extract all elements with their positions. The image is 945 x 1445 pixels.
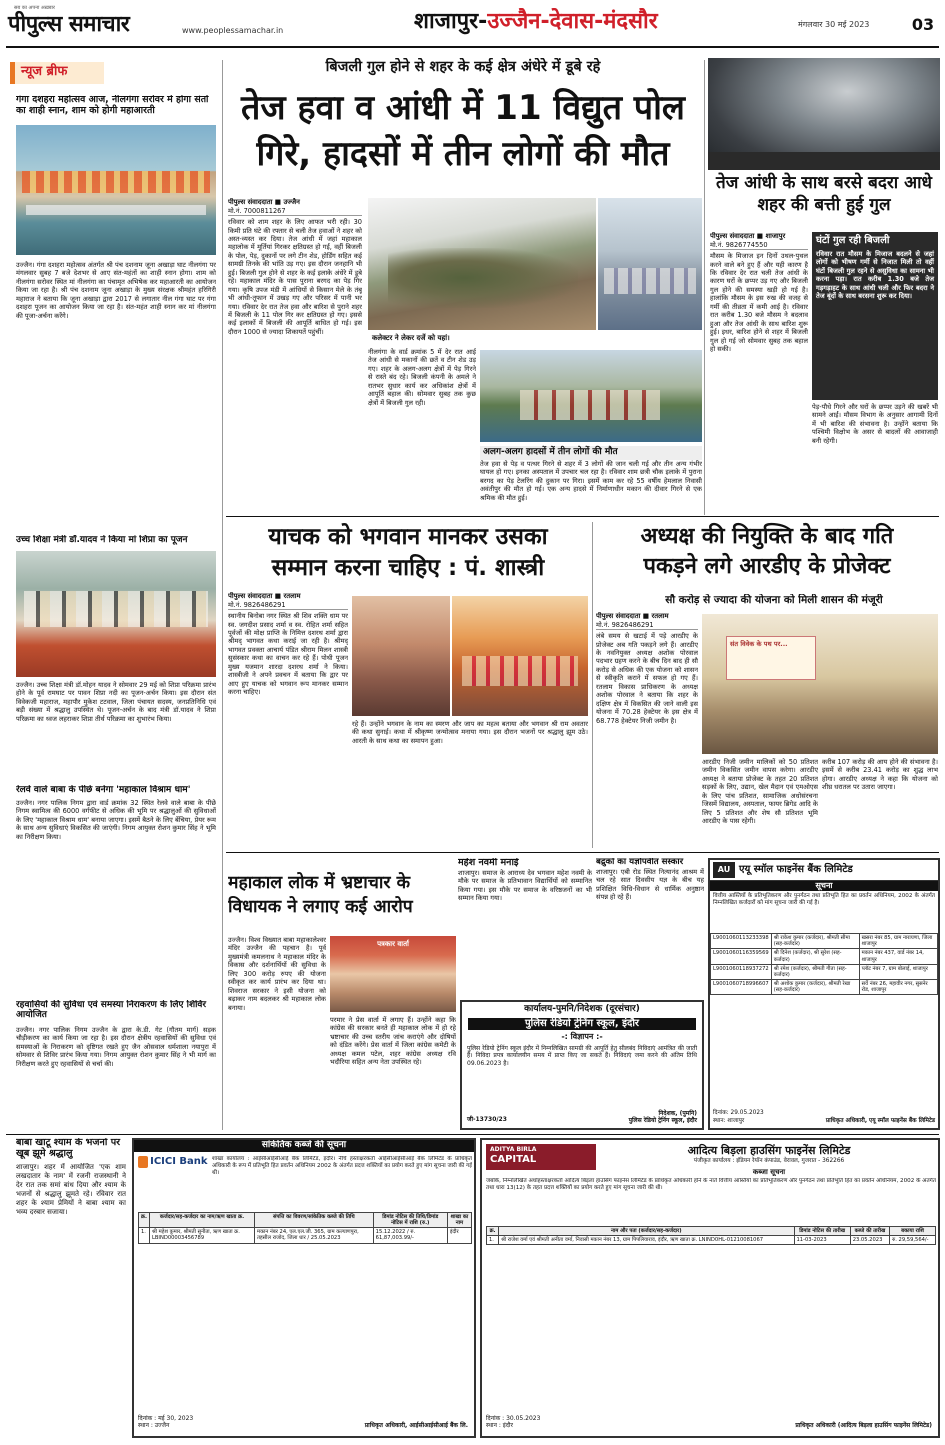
au-table-row (711, 949, 938, 964)
right-byline: पीपुल्स संवाददाता ■ शाजापुर (710, 232, 786, 240)
right-story-body-col (710, 232, 808, 514)
column-rule-2 (704, 60, 705, 515)
au-cell-prop: सर्वे नंबर 26, महावीर नगर, सुसनेर रोड, शाजापुर (859, 979, 937, 994)
badrinath-story (596, 858, 704, 996)
icici-ad (132, 1138, 476, 1438)
ab-header-cell-0: क्र. (487, 1227, 499, 1236)
lead-headline-line-2: गिरे, हादसों में तीन लोगों की मौत (256, 133, 670, 174)
shastri-byline: पीपुल्स संवाददाता ■ रतलाम (228, 592, 301, 600)
shastri-photo-1 (352, 596, 450, 716)
brief-3-headline: रेलवे वाले बाबा के पीछे बनेगा 'महाकाल विश्राम धाम' (16, 785, 191, 795)
rda-headline-line-2: पकड़ने लगे आरडीए के प्रोजेक्ट (643, 553, 891, 579)
au-title: सूचना (710, 881, 938, 891)
power-cut-sidebar-box (812, 232, 938, 400)
mahesh-headline: महेश नवमी मनाई (458, 858, 519, 868)
police-dept: कार्यालय-पुमनि/निदेशक (दूरसंचार) (524, 1004, 640, 1014)
ab-title: कब्जा सूचना (752, 1168, 786, 1176)
sidebar-body: रविवार रात मौसम के मिजाज बदलने से जहां लोगों को भीषण गर्मी से निजात मिली तो वहीं घंटों बिजली गुल रहने से असुविधा का सामना भी करना पड़ा। रात करीब 1.30 बजे तेज गड़गड़ाहट के साथ आंधी चली और फिर बदरा ने तेज बूंदों के साथ बरसना शुरू कर दिया। (816, 249, 934, 300)
rda-body: लंबे समय से खटाई में पड़े आरडीए के प्रोजेक्ट अब गति पकड़ने लगे हैं। आरडीए के नवनियुक्त अध्यक्ष अशोक पोरवाल पदभार ग्रहण करने के बीच दिन बाद ही सौ करोड़ से अधिक की एक योजना को शासन से स्वीकृति कराने में सफल हो गए हैं। रतलाम विकास प्राधिकरण के अध्यक्ष अशोक पोरवाल ने बताया कि शहर के दक्षिण क्षेत्र में विकसित की जाने वाली इस योजना में 70.28 हेक्टेयर के इस क्षेत्र में 68.778 हेक्टेयर निजी जमीन है। (596, 632, 698, 725)
ab-table-row (487, 1236, 936, 1245)
icici-table-row (139, 1228, 472, 1243)
rda-headline (596, 522, 938, 588)
press-banner-label: पत्रकार वार्ता (377, 940, 409, 948)
shastri-body-2: रहे हैं। उन्होंने भगवान के नाम का स्मरण और जाप का महत्व बताया और भगवान श्री राम अवतार की कथा सुनाई। कथा में श्रीकृष्ण जन्मोत्सव मनाया गया। इस दौरान भजनों पर श्रद्धालु झूम उठे। आरती के साथ कथा का समापन हुआ। (352, 720, 588, 745)
rda-column-2 (702, 758, 818, 850)
deaths-header: अलग-अलग हादसों में तीन लोगों की मौत (480, 446, 702, 460)
lead-story-column-1 (228, 198, 362, 510)
au-logo-icon: AU (713, 862, 735, 878)
au-table-row (711, 979, 938, 994)
lead-story-column-2 (368, 348, 476, 510)
au-cell-party: श्री रमेश (कर्जदार), श्रीमती गीता (सह-कर्जदार) (771, 964, 859, 979)
police-sign-2: पुलिस रेडियो ट्रेनिंग स्कूल, इंदौर (628, 1117, 697, 1125)
icici-header-cell-1: कर्जदार/सह-कर्जदार का नाम/ऋण खाता क्र. (149, 1213, 254, 1228)
lead-byline: पीपुल्स संवाददाता ■ उज्जैन (228, 198, 300, 206)
au-table-body (711, 934, 938, 995)
rda-body-2: आरडीए निजी जमीन मालिकों को 50 प्रतिशत जमीन विकसित जमीन वापस करेगा। आरडीए अध्यक्ष ने बताया प्रोजेक्ट के तहत 20 प्रतिशत सड़कों के लिए, उद्यान, खेल मैदान एवं एमओएस के लिए पांच प्रतिशत, सामाजिक अधोसंरचना जिसमें विद्यालय, अस्पताल, फायर ब्रिगेड आदि के लिए 5 प्रतिशत और शेष सौ प्रतिशत भूमि आरडीए के पास रहेगी। (702, 758, 818, 826)
shastri-headline-line-2: सम्मान करना चाहिए : पं. शास्त्री (271, 555, 545, 582)
au-footer (713, 1110, 764, 1125)
rda-column-3 (822, 758, 938, 850)
rda-headline-line-1: अध्यक्ष की नियुक्ति के बाद गति (640, 524, 894, 549)
lead-photo-caption: कलेक्टर ने लेकर दर्जे को यहां। (372, 334, 450, 342)
rda-body-3: करीब 107 करोड़ की आय होने की संभावना है। इसमें से करीब 23.41 करोड़ का शुद्ध लाभ होगा। आरडीए अध्यक्ष ने कहा कि योजना को शीघ्र धरातल पर उतारा जाएगा। (822, 758, 938, 792)
icici-header-cell-4: शाखा का नाम (447, 1213, 471, 1228)
brief-3-body: उज्जैन। नगर पालिक निगम द्वारा वार्ड क्रमांक 32 स्थित रेलवे वाले बाबा के पीछे निगम स्वामित्व की 6000 वर्गफीट से अधिक की भूमि पर श्रद्धालुओं की सुविधाओं के लिए 'महाकाल विश्राम धाम' बनाया जाएगा। इसमें बैठने के लिए बेंचिया, प्रेयर रूम के साथ अन्य सुविधाएं विकसित की जाएंगी। निगम आयुक्त रोशन कुमार सिंह ने भूमि का निरीक्षण किया। (16, 799, 216, 841)
edition-prefix: शाजापुर- (414, 9, 488, 34)
icici-footer (138, 1415, 193, 1430)
rda-byline: पीपुल्स संवाददाता ■ रतलाम (596, 612, 669, 620)
icici-logo-icon (138, 1156, 148, 1168)
page-number: 03 (911, 15, 935, 34)
ab-sign: प्राधिकृत अधिकारी (आदित्य बिड़ला हाउसिंग फाइनेंस लिमिटेड) (795, 1422, 932, 1430)
ab-intro: जबकि, निम्नलिखित अधोहस्ताक्षरकर्ता आदित्य बिड़ला हाउसिंग फाइनेंस लिमिटेड के प्राधिकृत अधिकारी होने के नाते वित्तीय आस्तियों का प्रतिभूतिकरण और पुनर्गठन तथा प्रतिभूति हित का प्रवर्तन अधिनियम, 2002 के अंतर्गत तथा धारा 13(12) के तहत प्रदत्त शक्तियों का प्रयोग करते हुए मांग सूचना जारी की थी। (486, 1178, 936, 1192)
icici-header-cell-0: क्र. (139, 1213, 150, 1228)
mahakal-body-2: परमार ने प्रेस वार्ता में लगाए हैं। उन्होंने कहा कि कांग्रेस की सरकार बनते ही महाकाल लोक में हो रहे भ्रष्टाचार की उच्च स्तरीय जांच कराएंगे और दोषियों को दंडित करेंगे। प्रेस वार्ता में जिला कांग्रेस कमेटी के अध्यक्ष कमल पटेल, शहर कांग्रेस अध्यक्ष रवि भदौरिया सहित अन्य नेता उपस्थित रहे। (330, 1016, 456, 1067)
right-mobile: मो.नं. 9826774550 (710, 241, 808, 250)
ab-cell-3: 23.05.2023 (850, 1236, 889, 1245)
au-cell-acc: L9001060113233398 (711, 934, 772, 949)
icici-intro: शाखा कार्यालय : आईसीआईसीआई बैंक लिमिटेड, इंदौर। नीचे हस्ताक्षरकर्ता आईसीआईसीआई बैंक लिमिटेड के प्राधिकृत अधिकारी के रूप में प्रतिभूति हित प्रवर्तन अधिनियम 2002 के अंतर्गत प्रदत्त शक्तियों का प्रयोग करते हुए मांग सूचना जारी की गई थी। (212, 1156, 472, 1177)
ab-logo (486, 1144, 596, 1170)
brief-2-headline: उच्च शिक्षा मंत्री डॉ.यादव ने किया मां शिप्रा का पूजन (16, 535, 188, 545)
au-cell-prop: प्लॉट नंबर 7, ग्राम बोलाई, शाजापुर (859, 964, 937, 979)
ab-logo-top: ADITYA BIRLA (490, 1146, 537, 1153)
power-cut-sidebar (812, 232, 938, 514)
right-story-headline: तेज आंधी के साथ बरसे बदरा आधे शहर की बत्ती हुई गुल (716, 173, 932, 216)
ab-cell-0: 1. (487, 1236, 499, 1245)
icici-header-cell-3: डिमांड नोटिस की तिथि/डिमांड नोटिस में राशि (रु.) (373, 1213, 447, 1228)
section-rule-bottom (6, 1134, 939, 1135)
lead-headline (228, 86, 698, 196)
brief-4-body: उज्जैन। नगर पालिक निगम उज्जैन के द्वारा के.डी. गेट (गौतम मार्ग) सड़क चौड़ीकरण का कार्य किया जा रहा है। इस दौरान क्षेत्रीय रहवासियों की सुविधा एवं समस्याओं के निराकरण को दृष्टिगत रखते हुए जैन ओसवाल धर्मशाला नयापुरा में सोमवार से शिविर प्रारंभ किया गया। निगम आयुक्त रोशन कुमार सिंह ने भी मार्ग का निरीक्षण करते हुए रहवासियों से चर्चा की। (16, 1026, 216, 1068)
lead-headline-line-1: तेज हवा व आंधी में 11 विद्युत पोल (241, 88, 685, 128)
ab-header-cell-3: कब्जे की तारीख (850, 1227, 889, 1236)
ab-table-header (487, 1227, 936, 1236)
au-cell-prop: खसरा नंबर 85, ग्राम नारायणा, जिला शाजापुर (859, 934, 937, 949)
bhajan-headline: बाबा खाटू श्याम के भजनों पर खूब झूमे श्रद्धालु (16, 1138, 121, 1159)
police-ref: जी-13730/23 (467, 1116, 507, 1124)
shastri-headline (228, 522, 588, 588)
section-rule-middle (226, 516, 939, 517)
icici-logo (138, 1156, 208, 1172)
ab-table-wrap (486, 1226, 936, 1245)
au-bank-ad (708, 858, 940, 1130)
icici-table-wrap (138, 1212, 472, 1244)
mahakal-body: उज्जैन। विश्व विख्यात बाबा महाकालेश्वर मंदिर उज्जैन की पहचान है। पूर्व मुख्यमंत्री कमलनाथ ने महाकाल मंदिर के विकास और दर्शनार्थियों की सुविधा के लिए 300 करोड़ रुपए की योजना स्वीकृत कर कार्य प्रारंभ कर दिया था। शिवराज सरकार ने इसी योजना को बढ़ाकर नाम बदलकर श्री महाकाल लोक बनाया। (228, 936, 326, 1012)
mahakal-press-photo (330, 936, 456, 1012)
au-bank-name: एयू स्मॉल फाइनेंस बैंक लिमिटेड (739, 863, 853, 875)
shastri-mobile: मो.नं. 9826486291 (228, 601, 348, 610)
au-intro: वित्तीय आस्तियों के प्रतिभूतिकरण और पुनर्गठन तथा प्रतिभूति हित का प्रवर्तन अधिनियम, 2002 के अंतर्गत निम्नलिखित कर्जदारों को मांग सूचना जारी की गई है। (713, 893, 935, 907)
masthead (6, 4, 939, 44)
icici-title: सांकेतिक कब्जे की सूचना (134, 1140, 474, 1152)
brief-item-2 (16, 535, 216, 781)
aditya-birla-ad (480, 1138, 940, 1438)
icici-cell-2: मकान नंबर 24, एल.एल.जी. 365, ग्राम कल्याणपुरा, तहसील राजोद, जिला धार / 25.05.2023 (254, 1228, 373, 1243)
icici-place: स्थान : उज्जैन (138, 1422, 170, 1430)
police-ad-body: पुलिस रेडियो ट्रेनिंग स्कूल इंदौर में निम्नलिखित सामग्री की आपूर्ति हेतु सीलबंद निविदाएं आमंत्रित की जाती हैं। निविदा प्रपत्र कार्यालयीन समय में प्राप्त किए जा सकते हैं। निविदाएं जमा करने की अंतिम तिथि 09.06.2023 है। (467, 1044, 697, 1067)
icici-logo-text: ICICI Bank (150, 1156, 208, 1167)
icici-sign: प्राधिकृत अधिकारी, आईसीआईसीआई बैंक लि. (364, 1422, 468, 1430)
icici-cell-1: श्री महेश कुमार, श्रीमती सुनीता, ऋण खाता क्र. LBIND00003456789 (149, 1228, 254, 1243)
ab-company: आदित्य बिड़ला हाउसिंग फाइनेंस लिमिटेड (687, 1144, 851, 1157)
lead-mobile: मो.नं. 7000811267 (228, 207, 362, 216)
ab-cell-1: श्री राजेश वर्मा एवं श्रीमती अनीता वर्मा, निवासी मकान नंबर 13, ग्राम पिपलियाराव, इंदौर, ऋण खाता क्र. LNIND0HL-01210081067 (499, 1236, 794, 1245)
ab-date: दिनांक : 30.05.2023 (486, 1414, 541, 1422)
brief-4-headline: रहवासियों की सुविधा एवं समस्या निराकरण के लिए शिविर आयोजित (16, 1000, 207, 1021)
au-cell-party: श्री दिनेश (कर्जदार), श्री सुरेश (सह-कर्जदार) (771, 949, 859, 964)
icici-header-cell-2: संपत्ति का विवरण/सांकेतिक कब्जे की तिथि (254, 1213, 373, 1228)
ab-cell-2: 11-03-2023 (794, 1236, 850, 1245)
shastri-column-2 (352, 720, 588, 850)
brief-item-4 (16, 1000, 216, 1132)
au-cell-prop: मकान नंबर 437, वार्ड नंबर 14, शाजापुर (859, 949, 937, 964)
ab-header-cell-4: बकाया राशि (890, 1227, 936, 1236)
icici-date: दिनांक : मई 30, 2023 (138, 1414, 194, 1422)
au-cell-party: श्री अशोक कुमार (कर्जदार), श्रीमती रेखा (सह-कर्जदार) (771, 979, 859, 994)
mahakal-column-1 (228, 936, 326, 1126)
au-cell-acc: L9001060118937272 (711, 964, 772, 979)
rda-column-1 (596, 612, 698, 848)
edition-title (414, 8, 774, 40)
sidebar-heading: घंटों गुल रही बिजली (816, 235, 890, 246)
ab-header-cell-1: नाम और पता (कर्जदार/सह-कर्जदार) (499, 1227, 794, 1236)
au-cell-party: श्री राकेश कुमार (कर्जदार), श्रीमती सीमा (सह-कर्जदार) (771, 934, 859, 949)
lead-kicker: बिजली गुल होने से शहर के कई क्षेत्र अंधेरे में डूबे रहे (325, 59, 601, 75)
lead-storm-photo (368, 198, 596, 330)
lead-body-2: नीलगंगा के वार्ड क्रमांक 5 में देर रात आई तेज आंधी से मकानों की छतें व टीन शेड उड़ गए। शहर के अलग-अलग क्षेत्रों में पेड़ गिरने से रास्ते बंद रहे। बिजली कंपनी के अमले ने रातभर सुधार कार्य कर अधिकांश क्षेत्रों में आपूर्ति बहाल की। सोमवार सुबह तक कुछ क्षेत्रों में बिजली गुल रही। (368, 348, 476, 407)
rda-banner-text: संत विवेक के पथ पर... (726, 636, 816, 680)
column-rule-1 (222, 60, 223, 1130)
police-radio-ad (460, 1000, 704, 1130)
shastri-body: स्थानीय बिनोबा नगर स्थित श्री शिव शक्ति धाम पर स्व. जगदीश प्रसाद शर्मा व स्व. रोहित शर्मा सहित पूर्वजों की मोक्ष प्राप्ति के निमित्त दशरथ शर्मा द्वारा श्रीमद् भागवत कथा कराई जा रही है। श्रीमद् भागवत प्रवक्ता आचार्य पंडित श्रीराम मिलन शास्त्री सुसंस्कार कथा का वाचन कर रहे हैं। पोथी पूजन मुख्य यजमान शारदा दशरथ शर्मा ने किया। शास्त्रीजी ने अपने प्रवचन में बताया कि द्वार पर आए हुए याचक को भगवान रूप मानकर सम्मान करना चाहिए। (228, 612, 348, 697)
section-rule-lower (226, 852, 939, 853)
mahakal-headline-line-2: विधायक ने लगाए कई आरोप (228, 896, 413, 917)
icici-cell-4: इंदौर (447, 1228, 471, 1243)
ab-logo-bottom: CAPITAL (490, 1153, 537, 1165)
shastri-headline-line-1: याचक को भगवान मानकर उसका (268, 524, 548, 550)
police-sign (629, 1110, 697, 1125)
rda-mobile: मो.नं. 9826486291 (596, 621, 698, 630)
mahesh-story (458, 858, 592, 996)
rda-subhead: सौ करोड़ से ज्यादा की योजना को मिली शासन की मंजूरी (665, 594, 883, 606)
ab-header-cell-2: डिमांड नोटिस की तारीख (794, 1227, 850, 1236)
ab-table (486, 1226, 936, 1245)
mahakal-headline (228, 872, 454, 932)
police-sign-1: निदेशक, (पुमनि) (658, 1109, 697, 1117)
deaths-body: तेज हवा से पेड़ व पत्थर गिरने से शहर में 3 लोगों की जान चली गई और तीन अन्य गंभीर घायल हो गए। इनका अस्पताल में उपचार चल रहा है। रविवार शाम छत्री चौक इलाके में पुराना बरगद का पेड़ टेलरिंग की दुकान पर गिरा। इसमें काम कर रहे 55 वर्षीय हेमलाल निवासी अवंतीपुर की मौत हो गई। एक अन्य हादसे में निर्माणाधीन मकान की दीवार गिरने से एक श्रमिक की मौत हुई। (480, 460, 702, 502)
edition-cities: उज्जैन-देवास-मंदसौर (487, 9, 658, 34)
police-ad-title: -: विज्ञापन :- (561, 1032, 603, 1042)
logo-text: पीपुल्स समाचार (8, 12, 130, 37)
bhajan-body: शाजापुर। शहर में आयोजित 'एक शाम लखदातार के नाम' में रजनी राजस्थानी ने देर रात तक समां बांध दिया और श्याम के भजनों से श्रद्धालु झूमते रहे। रविवार रात शहर के श्याम प्रेमियों ने बाबा श्याम का भव्य दरबार सजाया। (16, 1163, 126, 1217)
brief-1-body: उज्जैन। गंगा दशहरा महोत्सव अंतर्गत श्री पंच दशनाम जूना अखाड़ा घाट नीलगंगा पर मंगलवार सुबह 7 बजे देशभर से आए संत-महंतों का शाही स्नान होगा। शाम को नीलगंगा सरोवर स्थित मां नीलगंगा का पंचामृत अभिषेक कर महाआरती का आयोजन किया जा रहा है। श्री पंच दशनाम जूना अखाड़ा के मुख्य संरक्षक श्रीमहंत हरिगिरी महाराज ने बताया कि जूना अखाड़ा द्वारा 2017 से लगातार नील गंगा घाट पर गंगा दशहरा पूजन का आयोजन किया जा रहा है। संत-महंत शाही स्नान कर मां नीलगंगा की पूजा-अर्चना करेंगे। (16, 261, 216, 320)
logo-tagline: सब का अपना अख़बार (14, 5, 55, 11)
badrinath-headline: बद्रुको का यज्ञोपवीत संस्कार (596, 858, 684, 867)
ab-place: स्थान : इंदौर (486, 1422, 513, 1430)
police-school: पुलिस रेडियो ट्रेनिंग स्कूल, इंदौर (468, 1018, 696, 1031)
deaths-photo (480, 350, 702, 442)
deaths-box (480, 350, 702, 510)
au-table (710, 933, 938, 995)
icici-cell-3: 15.12.2022 / रु. 61,87,003.99/- (373, 1228, 447, 1243)
ab-reg: पंजीकृत कार्यालय : इंडियन रेयॉन कंपाउंड, वेरावल, गुजरात - 362266 (693, 1158, 845, 1164)
au-date: दिनांक: 29.05.2023 (713, 1110, 764, 1117)
mahesh-body: शाजापुर। समाज के आराध्य देव भगवान महेश नवमी के मौके पर समाज के प्रतिभावान विद्यार्थियों को सम्मानित किया गया। इस मौके पर समाज के वरिष्ठजनों का भी सम्मान किया गया। (458, 868, 592, 902)
brief-item-1 (16, 95, 216, 523)
icici-table-header (139, 1213, 472, 1228)
news-brief-label: न्यूज ब्रीफ (21, 64, 68, 79)
au-table-row (711, 964, 938, 979)
ab-footer (486, 1415, 540, 1430)
shastri-photo-2 (452, 596, 588, 716)
badrinath-body: शाजापुर। एबी रोड स्थित नित्यानंद आश्रम में चल रहे सात दिवसीय यज्ञ के बीच यह प्रशिक्षित विधि-विधान से धार्मिक अनुष्ठान संपन्न हो रहे हैं। (596, 867, 704, 901)
storm-cloud-photo (708, 58, 940, 170)
au-place: स्थान: शाजापुर (713, 1117, 745, 1124)
column-rule-3 (592, 522, 593, 848)
au-cell-acc: L9001060718996607 (711, 979, 772, 994)
au-sign: प्राधिकृत अधिकारी, एयू स्मॉल फाइनेंस बैंक लिमिटेड (825, 1117, 935, 1124)
au-cell-acc: L9001060116359569 (711, 949, 772, 964)
bhajan-story (16, 1138, 126, 1438)
mahakal-headline-line-1: महाकाल लोक में भ्रष्टाचार के (228, 873, 411, 893)
au-header (710, 860, 938, 881)
ab-cell-4: रु. 29,59,564/- (890, 1236, 936, 1245)
mahakal-column-3 (330, 1016, 456, 1126)
brief-item-3 (16, 785, 216, 995)
brief-1-photo (16, 125, 216, 255)
website-url[interactable]: www.peoplessamachar.in (182, 26, 284, 35)
issue-date: मंगलवार 30 मई 2023 (798, 20, 870, 29)
right-body: मौसम के मिजाज इन दिनों उथल-पुथल करने वाले बने हुए हैं और यही कारण है कि रविवार देर रात चली तेज आंधी के कारण घरों के छप्पर उड़ गए और बिजली गुल होने की समस्या खड़ी हो गई है। हालांकि मौसम के इस रुख की वजह से गर्मी की तीव्रता में कमी आई है। रविवार रात करीब 1.30 बजे मौसम ने बदलाव हुआ और तेज आंधी के साथ बारिश शुरू हुई। इधर, बारिश होने से शहर में बिजली गुल हो गई जो सोमवार सुबह तक बहाल हो सकी। (710, 252, 808, 353)
rda-meeting-photo (702, 614, 938, 754)
au-table-row (711, 934, 938, 949)
brief-1-headline: गंगा दशहरा महोत्सव आज, नीलगंगा सरोवर में होगा संतों का शाही स्नान, शाम को होगी महाआरती (16, 95, 209, 116)
icici-table (138, 1212, 472, 1244)
brief-2-photo (16, 551, 216, 677)
publication-logo (6, 4, 176, 42)
masthead-rule (6, 46, 939, 48)
shastri-column-1 (228, 592, 348, 850)
lead-fair-photo (598, 198, 702, 330)
sidebar-body-2: पेड़-पौधे गिरने और घरों के छप्पर उड़ने की खबरें भी सामने आईं। मौसम विभाग के अनुसार आगामी दिनों में भी बारिश की संभावना है। उन्होंने बताया कि पश्चिमी विक्षोभ के असर से बादलों की आवाजाही बनी रहेगी। (812, 403, 938, 445)
brief-2-body: उज्जैन। उच्च शिक्षा मंत्री डॉ.मोहन यादव ने सोमवार 29 मई को शिप्रा परिक्रमा प्रारंभ होने के पूर्व रामघाट पर पावन शिप्रा नदी का पूजन-अर्चन किया। इस दौरान संत विवेकजी महाराज, महापौर मुकेश टटवाल, जिला पंचायत सदस्य, जनप्रतिनिधि एवं बड़ी संख्या में श्रद्धालु उपस्थित थे। पूजन-अर्चन के बाद मंत्री डॉ.यादव ने शिप्रा परिक्रमा का ध्वज लहराकर शिप्रा तीर्थ परिक्रमा का शुभारंभ किया। (16, 681, 216, 723)
lead-body: रविवार को शाम शहर के लिए आफत भरी रही। 30 किमी प्रति घंटे की रफ्तार से चली तेज हवाओं ने शहर को अस्त-व्यस्त कर दिया। तेज आंधी में जहां महाकाल महालोक में मूर्तियां गिरकर क्षतिग्रस्त हो गईं, वहीं बिजली के पोल, पेड़, दुकानों पर लगे टीन शेड, होर्डिंग सहित कई सामग्री तिनके की भांति उड़ गए। इस दौरान जनहानि भी हुई। बिजली गुल होने से शहर के कई इलाके अंधेरे में डूबे रहे। महाकाल मंदिर के पास पुराना बरगद का पेड़ गिर गया। कृषि उपज मंडी में आंधियों से किसान मेले के तंबू भी आंधी-तूफान में उखड़ गए और परिसर में पानी भर गया। रविवार देर रात तेज हवा और बारिश से पुराने शहर में बिजली के 11 पोल गिर कर क्षतिग्रस्त हो गए। इससे कई इलाकों में बिजली की आपूर्ति बाधित हो गई। इस दौरान 1000 से ज्यादा शिकायतें पहुंचीं। (228, 218, 362, 336)
news-brief-tag (10, 62, 104, 84)
icici-cell-0: 1. (139, 1228, 150, 1243)
